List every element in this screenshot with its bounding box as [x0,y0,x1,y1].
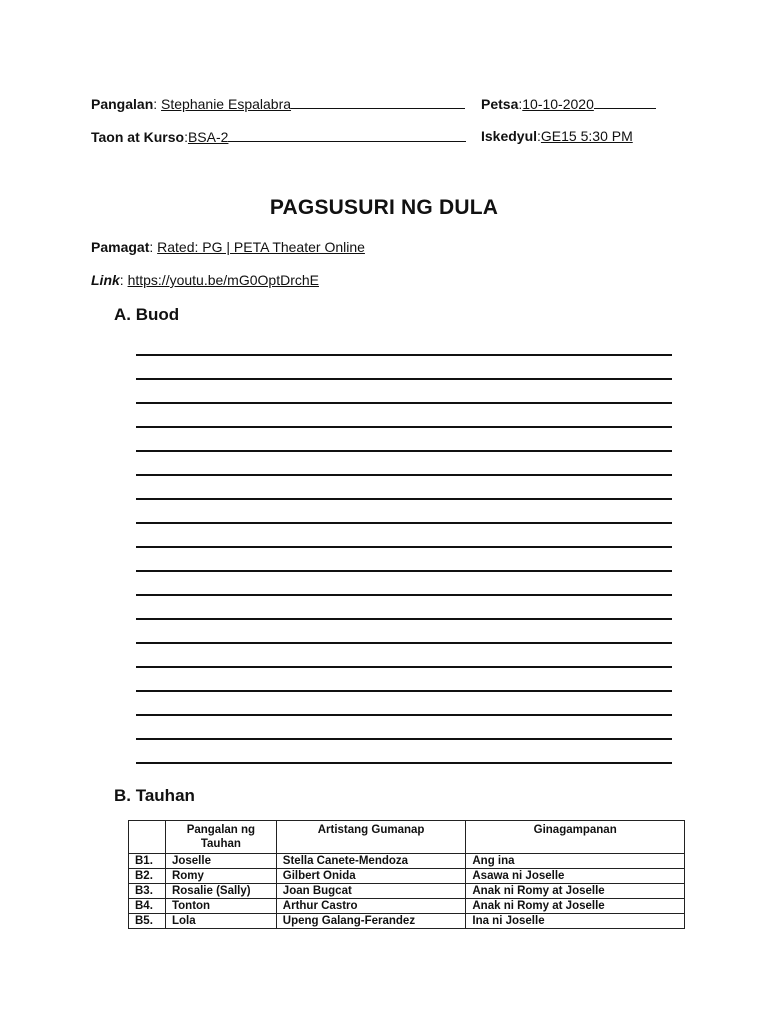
writing-line [136,618,672,620]
row-character: Joselle [165,854,276,869]
summary-writing-lines [136,354,672,786]
row-role: Ina ni Joselle [466,914,685,929]
name-label: Pangalan [91,96,154,112]
course-label: Taon at Kurso [91,129,185,145]
date-value: 10-10-2020 [522,96,594,112]
row-actor: Gilbert Onida [276,869,466,884]
name-value: Stephanie Espalabra [161,96,292,112]
writing-line [136,666,672,668]
pamagat-label: Pamagat [91,239,150,255]
header-role: Ginagampanan [466,821,685,854]
row-index: B2. [129,869,166,884]
course-fill-line [228,127,466,142]
table-row [129,854,685,869]
row-index: B5. [129,914,166,929]
tauhan-table [128,820,685,929]
header-character-name: Pangalan ng Tauhan [165,821,276,854]
writing-line [136,690,672,692]
course-value: BSA-2 [187,129,229,145]
row-actor: Stella Canete-Mendoza [276,854,466,869]
row-character: Tonton [165,899,276,914]
pamagat-row: Pamagat: Rated: PG | PETA Theater Online [91,239,365,255]
link-label: Link [91,272,120,288]
document-title: PAGSUSURI NG DULA [269,196,499,219]
row-index: B3. [129,884,166,899]
course-row: Taon at Kurso:BSA-2 [91,127,466,146]
writing-line [136,714,672,716]
row-role: Asawa ni Joselle [466,869,685,884]
writing-line [136,378,672,380]
date-fill-line [594,94,656,109]
table-row [129,869,685,884]
table-row [129,914,685,929]
writing-line [136,474,672,476]
writing-line [136,522,672,524]
table-header-row [129,821,685,854]
row-actor: Joan Bugcat [276,884,466,899]
schedule-row: Iskedyul:GE15 5:30 PM [481,128,633,144]
schedule-value: GE15 5:30 PM [540,128,633,144]
row-role: Ang ina [466,854,685,869]
writing-line [136,738,672,740]
section-b-heading: B. Tauhan [114,786,195,805]
row-index: B1. [129,854,166,869]
writing-line [136,426,672,428]
row-character: Romy [165,869,276,884]
schedule-label: Iskedyul [481,128,538,144]
date-row: Petsa:10-10-2020 [481,94,656,113]
pamagat-value: Rated: PG | PETA Theater Online [157,239,365,255]
header-index [129,821,166,854]
row-character: Lola [165,914,276,929]
row-actor: Upeng Galang-Ferandez [276,914,466,929]
row-role: Anak ni Romy at Joselle [466,884,685,899]
header-actor: Artistang Gumanap [276,821,466,854]
row-index: B4. [129,899,166,914]
writing-line [136,354,672,356]
row-character: Rosalie (Sally) [165,884,276,899]
link-row: Link: https://youtu.be/mG0OptDrchE [91,272,319,288]
date-label: Petsa [481,96,519,112]
row-actor: Arthur Castro [276,899,466,914]
writing-line [136,402,672,404]
writing-line [136,762,672,764]
row-role: Anak ni Romy at Joselle [466,899,685,914]
table-row [129,899,685,914]
writing-line [136,570,672,572]
table-row [129,884,685,899]
link-value[interactable]: https://youtu.be/mG0OptDrchE [127,272,319,288]
writing-line [136,546,672,548]
section-a-heading: A. Buod [114,305,180,324]
writing-line [136,642,672,644]
writing-line [136,450,672,452]
writing-line [136,498,672,500]
writing-line [136,594,672,596]
name-fill-line [291,94,465,109]
name-row: Pangalan: Stephanie Espalabra [91,94,465,113]
